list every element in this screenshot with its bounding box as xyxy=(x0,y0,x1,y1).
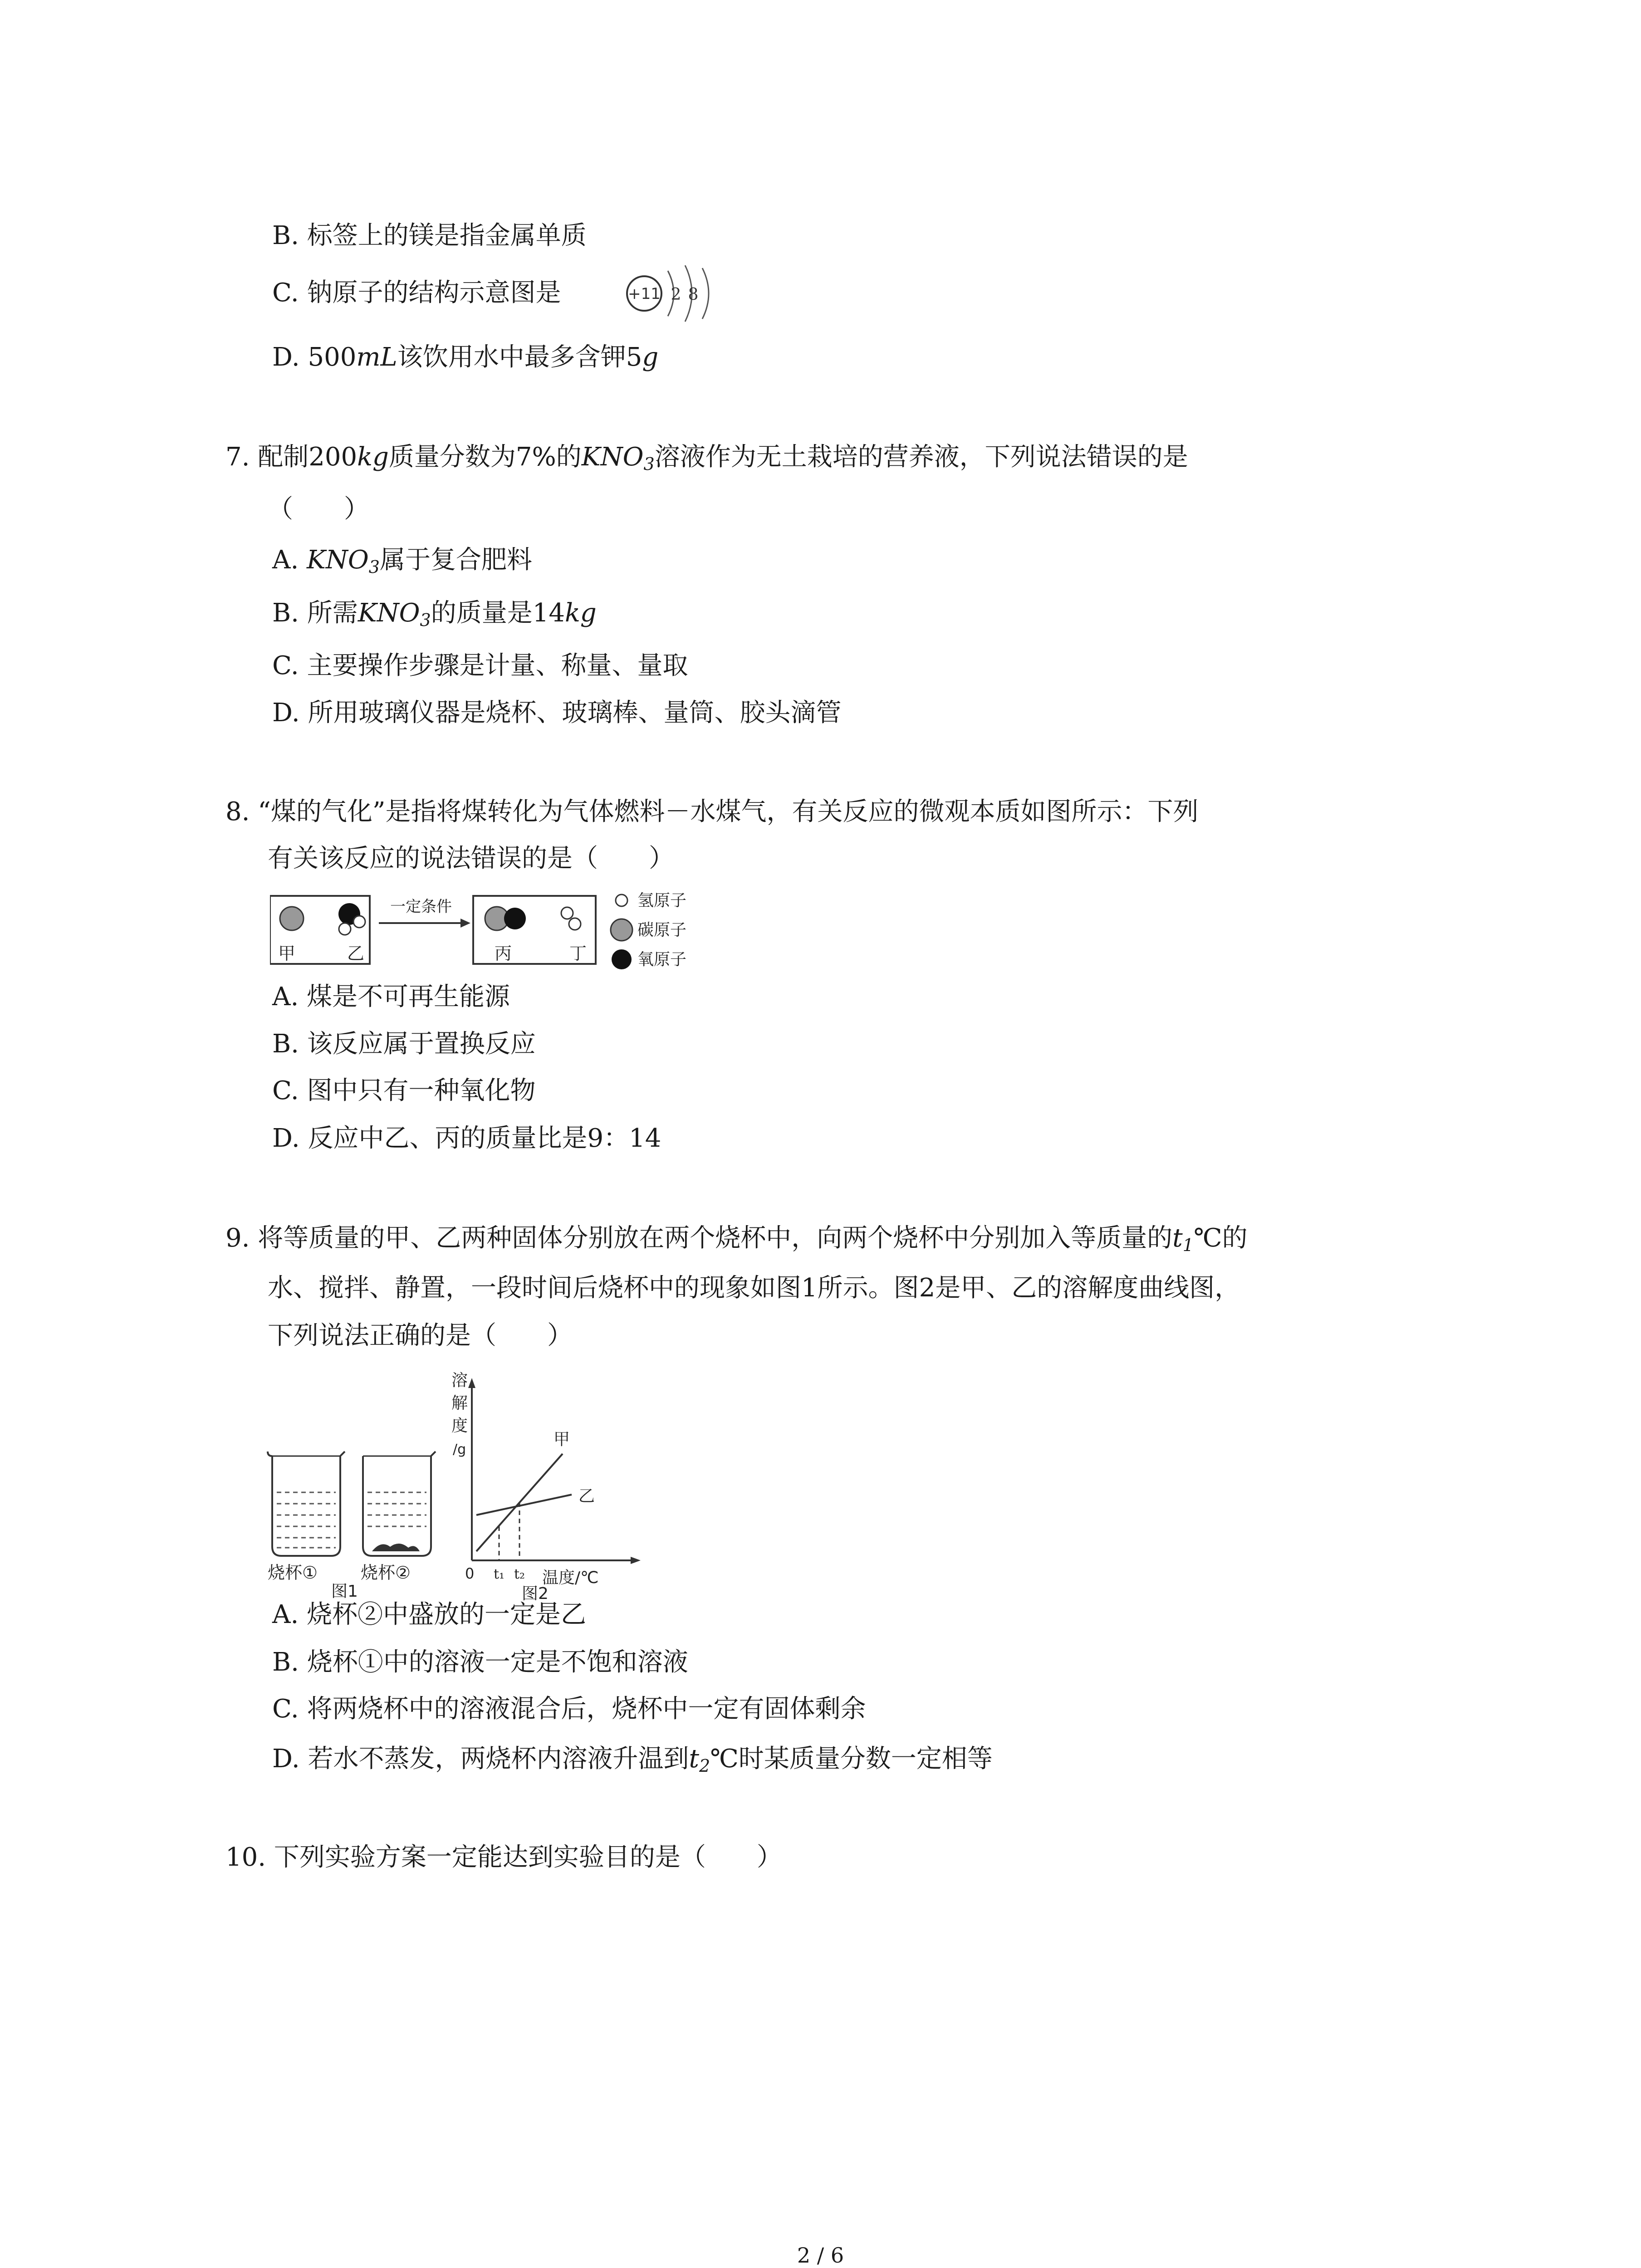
unit-g: g xyxy=(642,342,659,372)
q9-stem-line2: 水、搅拌、静置，一段时间后烧杯中的现象如图1所示。图2是甲、乙的溶解度曲线图， xyxy=(268,1273,1240,1303)
q8-stem-line2: 有关该反应的说法错误的是（ ） xyxy=(268,844,674,873)
unit-kg: kg xyxy=(357,442,389,472)
curve-yi-label: 乙 xyxy=(578,1487,595,1505)
oxygen-atom-icon xyxy=(504,908,526,929)
q8-option-b: B. 该反应属于置换反应 xyxy=(272,1029,536,1059)
atom-shell-arc-3 xyxy=(702,268,709,319)
formula-subscript: 3 xyxy=(368,557,380,577)
reaction-diagram xyxy=(270,887,733,978)
q9-option-d xyxy=(272,1741,993,1784)
atom-nucleus-charge: +11 xyxy=(628,285,661,303)
label-ding: 丁 xyxy=(569,943,587,963)
hydrogen-atom-icon xyxy=(569,918,581,930)
q9-stem-line3: 下列说法正确的是（ ） xyxy=(268,1321,573,1350)
atom-shell-1-count: 2 xyxy=(671,285,681,304)
hydrogen-atom-icon xyxy=(561,907,573,919)
label-jia: 甲 xyxy=(278,943,296,963)
q9-stem-line1 xyxy=(225,1220,1248,1263)
q8-option-a: A. 煤是不可再生能源 xyxy=(272,982,510,1012)
q7-option-b xyxy=(272,595,597,638)
q6-option-c-text: C. 钠原子的结构示意图是 xyxy=(272,278,561,308)
unit-kg: kg xyxy=(564,598,597,628)
temp-t2-subscript: 2 xyxy=(699,1756,710,1776)
x-axis-arrow-icon xyxy=(631,1557,641,1564)
curve-jia-label: 甲 xyxy=(554,1430,570,1449)
legend-carbon-icon xyxy=(611,919,632,941)
q9-option-d-part1: D. 若水不蒸发，两烧杯内溶液升温到 xyxy=(272,1744,689,1774)
q7-option-a-text: 属于复合肥料 xyxy=(379,545,532,575)
q9-stem-line1-part2: ℃的 xyxy=(1193,1223,1248,1253)
hydrogen-atom-icon xyxy=(353,916,365,928)
legend-carbon: 碳原子 xyxy=(637,921,687,939)
q6-option-d-part2: 该饮用水中最多含钾5 xyxy=(397,342,642,372)
beaker-2-label: 烧杯② xyxy=(361,1563,411,1583)
origin-label: 0 xyxy=(465,1565,475,1582)
formula-subscript: 3 xyxy=(643,454,655,474)
solubility-figure xyxy=(263,1365,662,1601)
q9-stem-line1-part1: 9. 将等质量的甲、乙两种固体分别放在两个烧杯中，向两个烧杯中分别加入等质量的 xyxy=(225,1223,1173,1253)
q7-option-c: C. 主要操作步骤是计量、称量、量取 xyxy=(272,651,688,680)
q7-stem-part2: 质量分数为7%的 xyxy=(388,442,582,472)
formula-subscript: 3 xyxy=(420,610,431,630)
temp-t2: t xyxy=(689,1744,700,1774)
y-label-3: 度 xyxy=(451,1417,468,1435)
beaker-1 xyxy=(268,1452,345,1556)
t1-tick: t₁ xyxy=(494,1566,505,1582)
q6-option-b: B. 标签上的镁是指金属单质 xyxy=(272,221,587,250)
sodium-atom-diagram xyxy=(622,261,726,329)
q8-option-c: C. 图中只有一种氧化物 xyxy=(272,1076,536,1105)
solubility-chart xyxy=(451,1371,641,1601)
y-label-1: 溶 xyxy=(451,1371,468,1390)
figure-2-caption: 图2 xyxy=(522,1584,549,1601)
q7-option-b-part1: B. 所需 xyxy=(272,598,358,628)
q9-option-d-part2: ℃时某质量分数一定相等 xyxy=(710,1744,993,1774)
q9-option-b: B. 烧杯①中的溶液一定是不饱和溶液 xyxy=(272,1647,688,1677)
figure-1-caption: 图1 xyxy=(331,1582,358,1601)
q9-option-c: C. 将两烧杯中的溶液混合后，烧杯中一定有固体剩余 xyxy=(272,1694,866,1724)
carbon-atom-icon xyxy=(280,907,304,930)
legend-hydrogen-icon xyxy=(616,894,627,906)
reaction-condition: 一定条件 xyxy=(390,898,452,916)
t2-tick: t₂ xyxy=(514,1566,525,1582)
q9-option-a: A. 烧杯②中盛放的一定是乙 xyxy=(272,1600,587,1629)
q8-stem-line1: 8. “煤的气化”是指将煤转化为气体燃料－水煤气，有关反应的微观本质如图所示：下列 xyxy=(225,797,1199,826)
label-yi: 乙 xyxy=(347,943,365,963)
q7-answer-paren: （ ） xyxy=(268,494,369,524)
q6-option-c xyxy=(272,275,561,311)
beaker-2 xyxy=(363,1452,436,1556)
label-bing: 丙 xyxy=(495,943,512,963)
q7-option-a xyxy=(272,542,532,585)
y-label-2: 解 xyxy=(451,1394,468,1413)
y-label-unit: /g xyxy=(453,1442,466,1457)
hydrogen-atom-icon xyxy=(339,923,351,935)
unit-ml: mL xyxy=(356,342,397,372)
q7-stem-part1: 7. 配制200 xyxy=(225,442,358,472)
q6-option-d-part1: D. 500 xyxy=(272,342,357,372)
y-axis-arrow-icon xyxy=(468,1378,475,1388)
q7-option-b-part2: 的质量是14 xyxy=(431,598,565,628)
q7-stem xyxy=(225,439,1188,482)
page-number: 2 / 6 xyxy=(797,2243,844,2268)
q7-stem-part3: 溶液作为无土栽培的营养液，下列说法错误的是 xyxy=(654,442,1188,472)
undissolved-solid xyxy=(372,1544,420,1551)
formula-kno3: KNO xyxy=(358,598,420,628)
legend-oxygen-icon xyxy=(612,949,632,969)
temp-t1: t xyxy=(1172,1223,1183,1253)
q6-option-d xyxy=(272,339,658,376)
q10-stem: 10. 下列实验方案一定能达到实验目的是（ ） xyxy=(225,1843,782,1872)
legend-oxygen: 氧原子 xyxy=(637,950,687,969)
arrow-head-icon xyxy=(460,919,470,928)
temp-t1-subscript: 1 xyxy=(1182,1235,1194,1255)
formula-kno3: KNO xyxy=(581,442,644,472)
legend-hydrogen: 氢原子 xyxy=(637,891,687,910)
formula-kno3: KNO xyxy=(307,545,369,575)
q7-option-a-label: A. xyxy=(272,545,307,575)
atom-shell-2-count: 8 xyxy=(688,285,699,304)
beaker-1-label: 烧杯① xyxy=(268,1563,318,1583)
x-axis-label: 温度/℃ xyxy=(542,1569,599,1587)
q7-option-d: D. 所用玻璃仪器是烧杯、玻璃棒、量筒、胶头滴管 xyxy=(272,698,842,728)
q8-option-d: D. 反应中乙、丙的质量比是9：14 xyxy=(272,1124,661,1153)
